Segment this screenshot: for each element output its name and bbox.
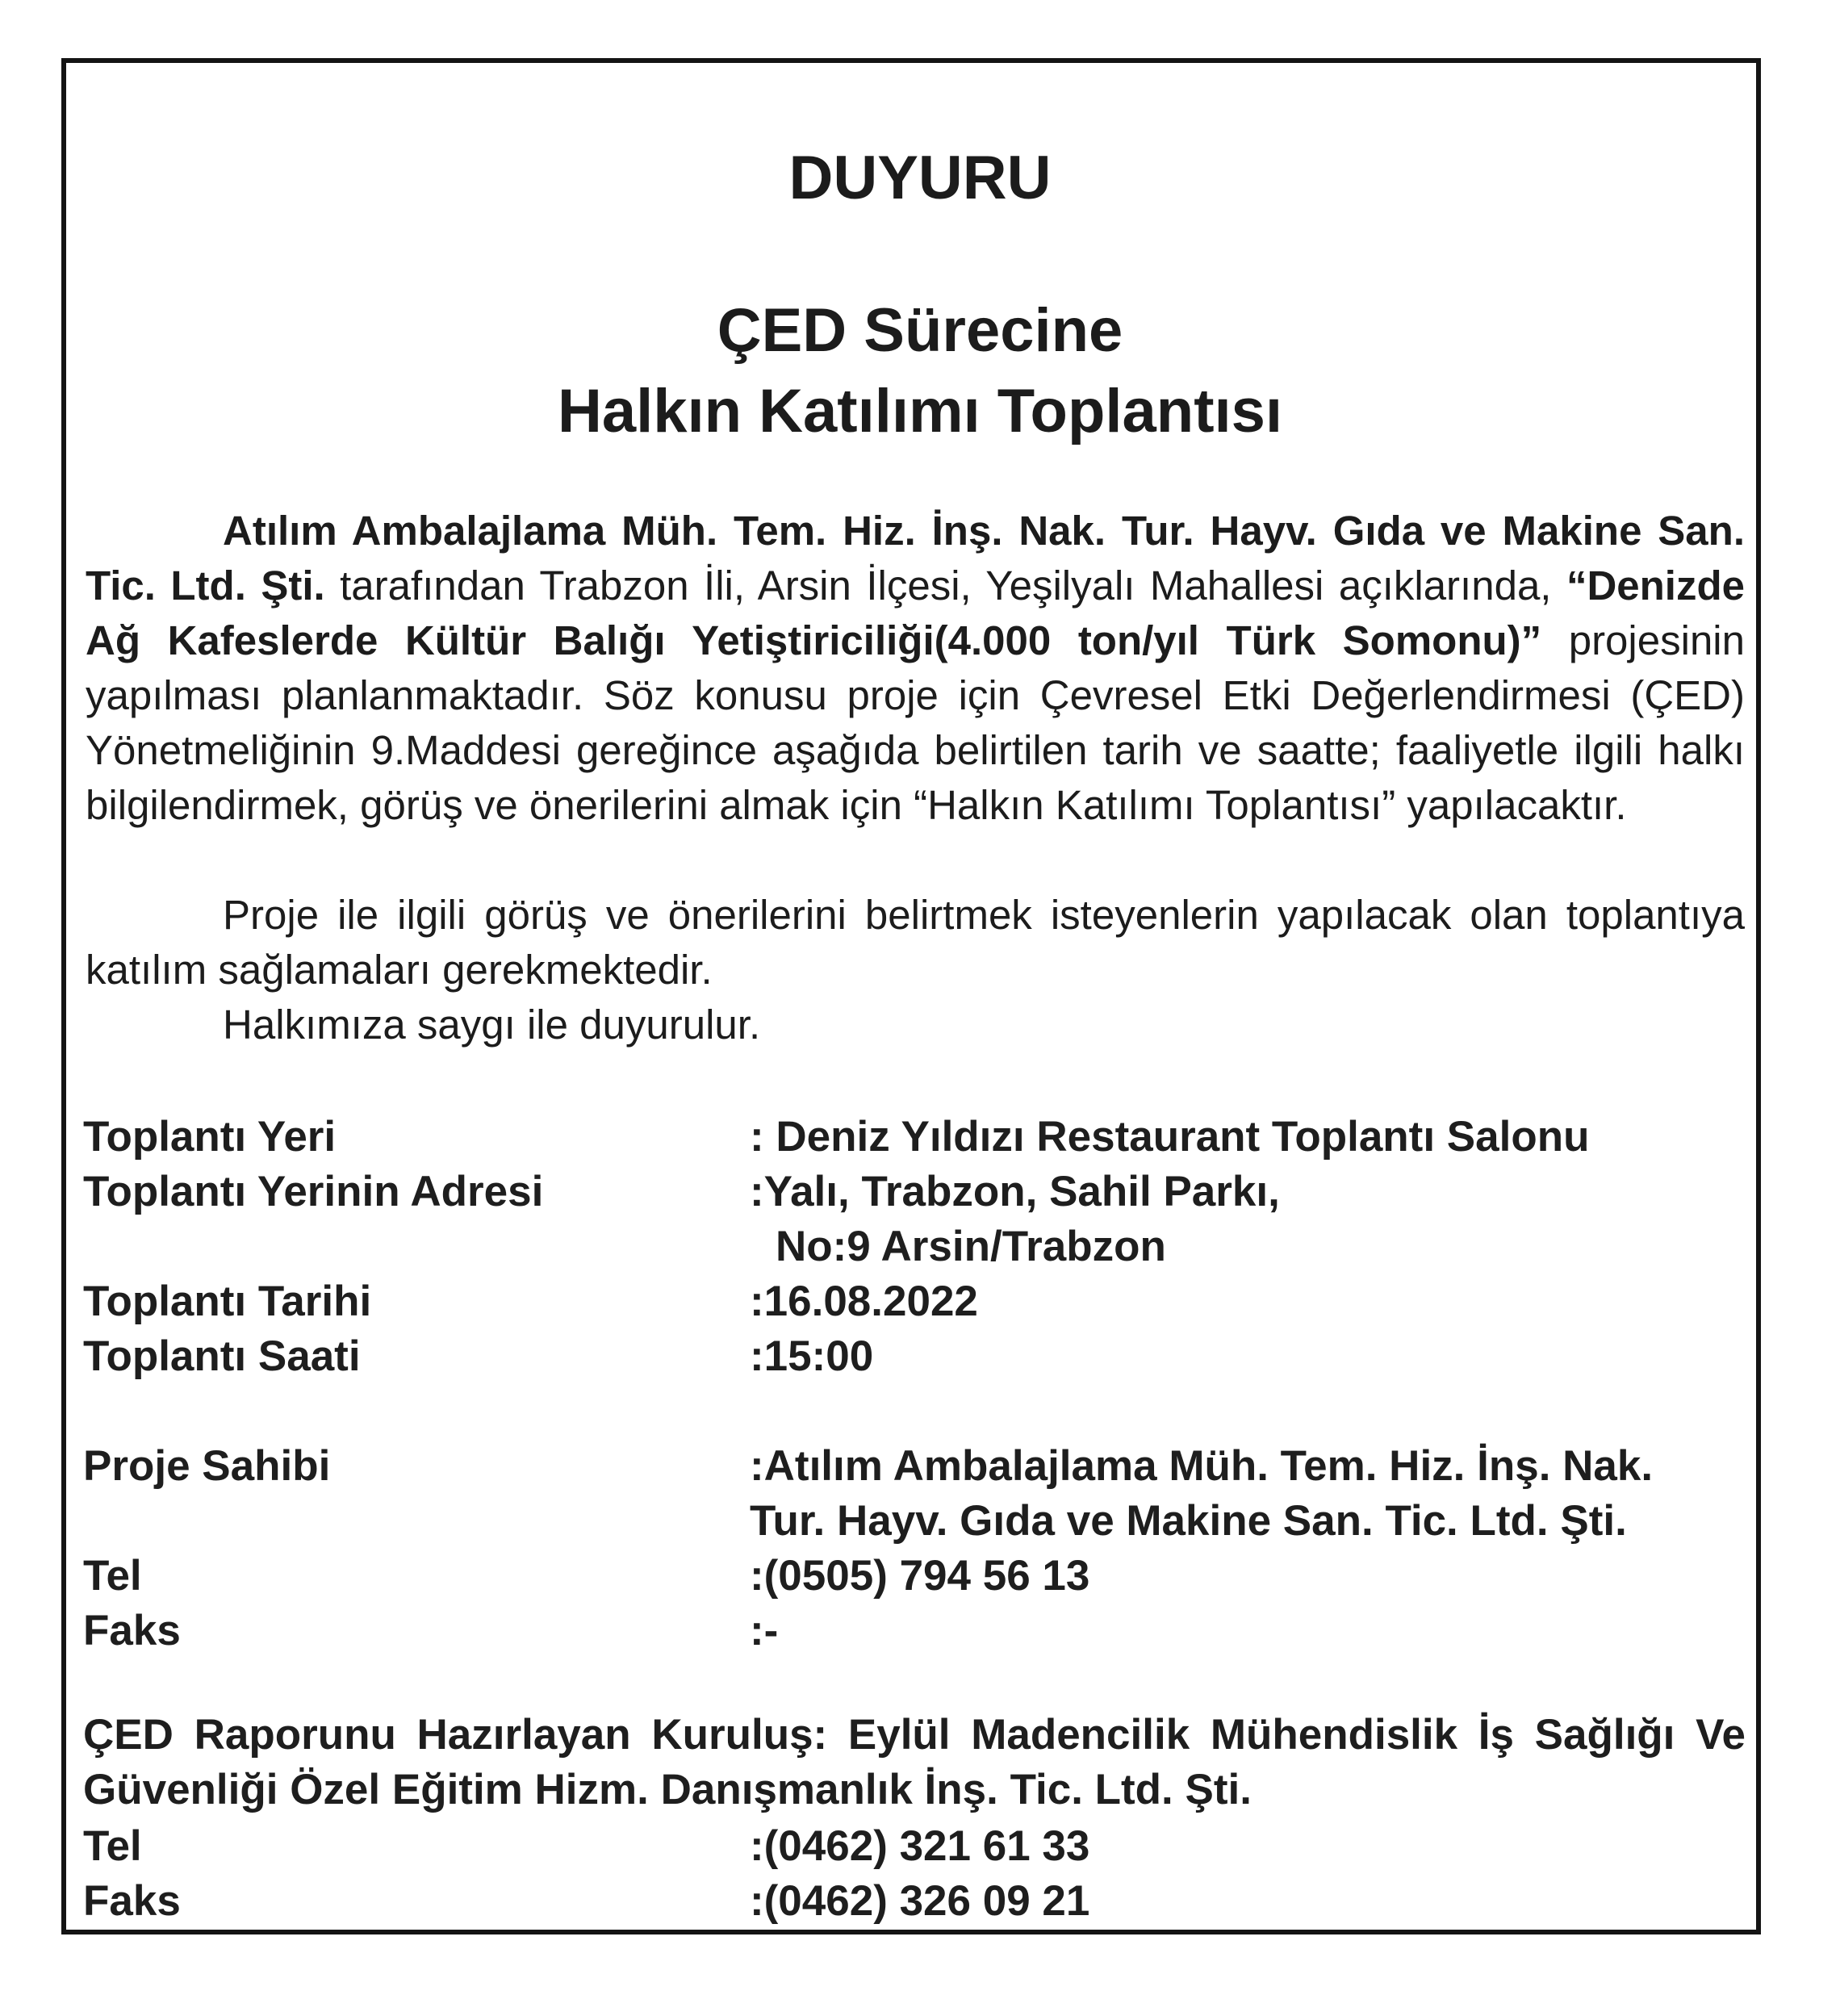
owner-fax-value: :- bbox=[750, 1607, 779, 1654]
meeting-place-value: : Deniz Yıldızı Restaurant Toplantı Salonu bbox=[750, 1113, 1590, 1161]
intro-text-a: tarafından Trabzon İli, Arsin İlçesi, Yeşilyalı Mahallesi açıklarında, bbox=[324, 563, 1566, 609]
meeting-date-value: :16.08.2022 bbox=[750, 1278, 978, 1325]
owner-tel-value: :(0505) 794 56 13 bbox=[750, 1552, 1090, 1600]
closing-paragraph: Halkımıza saygı ile duyurulur. bbox=[223, 1002, 761, 1048]
intro-paragraph bbox=[86, 504, 1745, 833]
meeting-date-label: Toplantı Tarihi bbox=[83, 1278, 372, 1325]
participation-paragraph: Proje ile ilgili görüş ve önerilerini belirtmek isteyenlerin yapılacak olan toplantıya katılım sağlamaları gerekmektedir. bbox=[86, 892, 1745, 993]
company-name: Atılım Ambalajlama Müh. Tem. Hiz. İnş. Nak. Tur. Hayv. Gıda ve Makine San. Tic. Ltd. Şti. bbox=[86, 508, 1745, 609]
project-name: “Denizde Ağ Kafeslerde Kültür Balığı Yetiştiriciliği(4.000 ton/yıl Türk Somonu)” bbox=[86, 563, 1745, 663]
meeting-address-value-line-1: :Yalı, Trabzon, Sahil Parkı, bbox=[750, 1168, 1280, 1215]
report-preparer: ÇED Raporunu Hazırlayan Kuruluş: Eylül Madencilik Mühendislik İş Sağlığı Ve Güvenliği Özel Eğitim Hizm. Danışmanlık İnş. Tic. Ltd. Şti. bbox=[83, 1711, 1746, 1813]
owner-fax-label: Faks bbox=[83, 1607, 181, 1654]
meeting-time-value: :15:00 bbox=[750, 1332, 874, 1380]
subtitle-line-2: Halkın Katılımı Toplantısı bbox=[557, 377, 1283, 445]
preparer-fax-label: Faks bbox=[83, 1877, 181, 1925]
subtitle-line-1: ÇED Sürecine bbox=[717, 296, 1123, 365]
preparer-fax-value: :(0462) 326 09 21 bbox=[750, 1877, 1090, 1925]
project-owner-label: Proje Sahibi bbox=[83, 1442, 331, 1490]
preparer-tel-label: Tel bbox=[83, 1822, 142, 1870]
project-owner-value-line-1: :Atılım Ambalajlama Müh. Tem. Hiz. İnş. Nak. bbox=[750, 1442, 1654, 1490]
intro-text-b: projesinin yapılması planlanmaktadır. Söz konusu proje için Çevresel Etki Değerlendirmesi (ÇED) Yönetmeliğinin 9.Maddesi gereğince aşağıda belirtilen tarih ve saatte; faaliyetle ilgili halkı bilgilendirmek, görüş ve önerilerini almak için “Halkın Katılımı Toplantısı” yapılacaktır. bbox=[86, 617, 1746, 828]
meeting-address-value-line-2: No:9 Arsin/Trabzon bbox=[776, 1223, 1166, 1270]
meeting-place-label: Toplantı Yeri bbox=[83, 1113, 337, 1161]
meeting-address-label: Toplantı Yerinin Adresi bbox=[83, 1168, 544, 1215]
preparer-tel-value: :(0462) 321 61 33 bbox=[750, 1822, 1090, 1870]
meeting-time-label: Toplantı Saati bbox=[83, 1332, 361, 1380]
project-owner-value-line-2: Tur. Hayv. Gıda ve Makine San. Tic. Ltd. Şti. bbox=[750, 1497, 1627, 1545]
announcement-title: DUYURU bbox=[788, 144, 1052, 212]
owner-tel-label: Tel bbox=[83, 1552, 142, 1600]
